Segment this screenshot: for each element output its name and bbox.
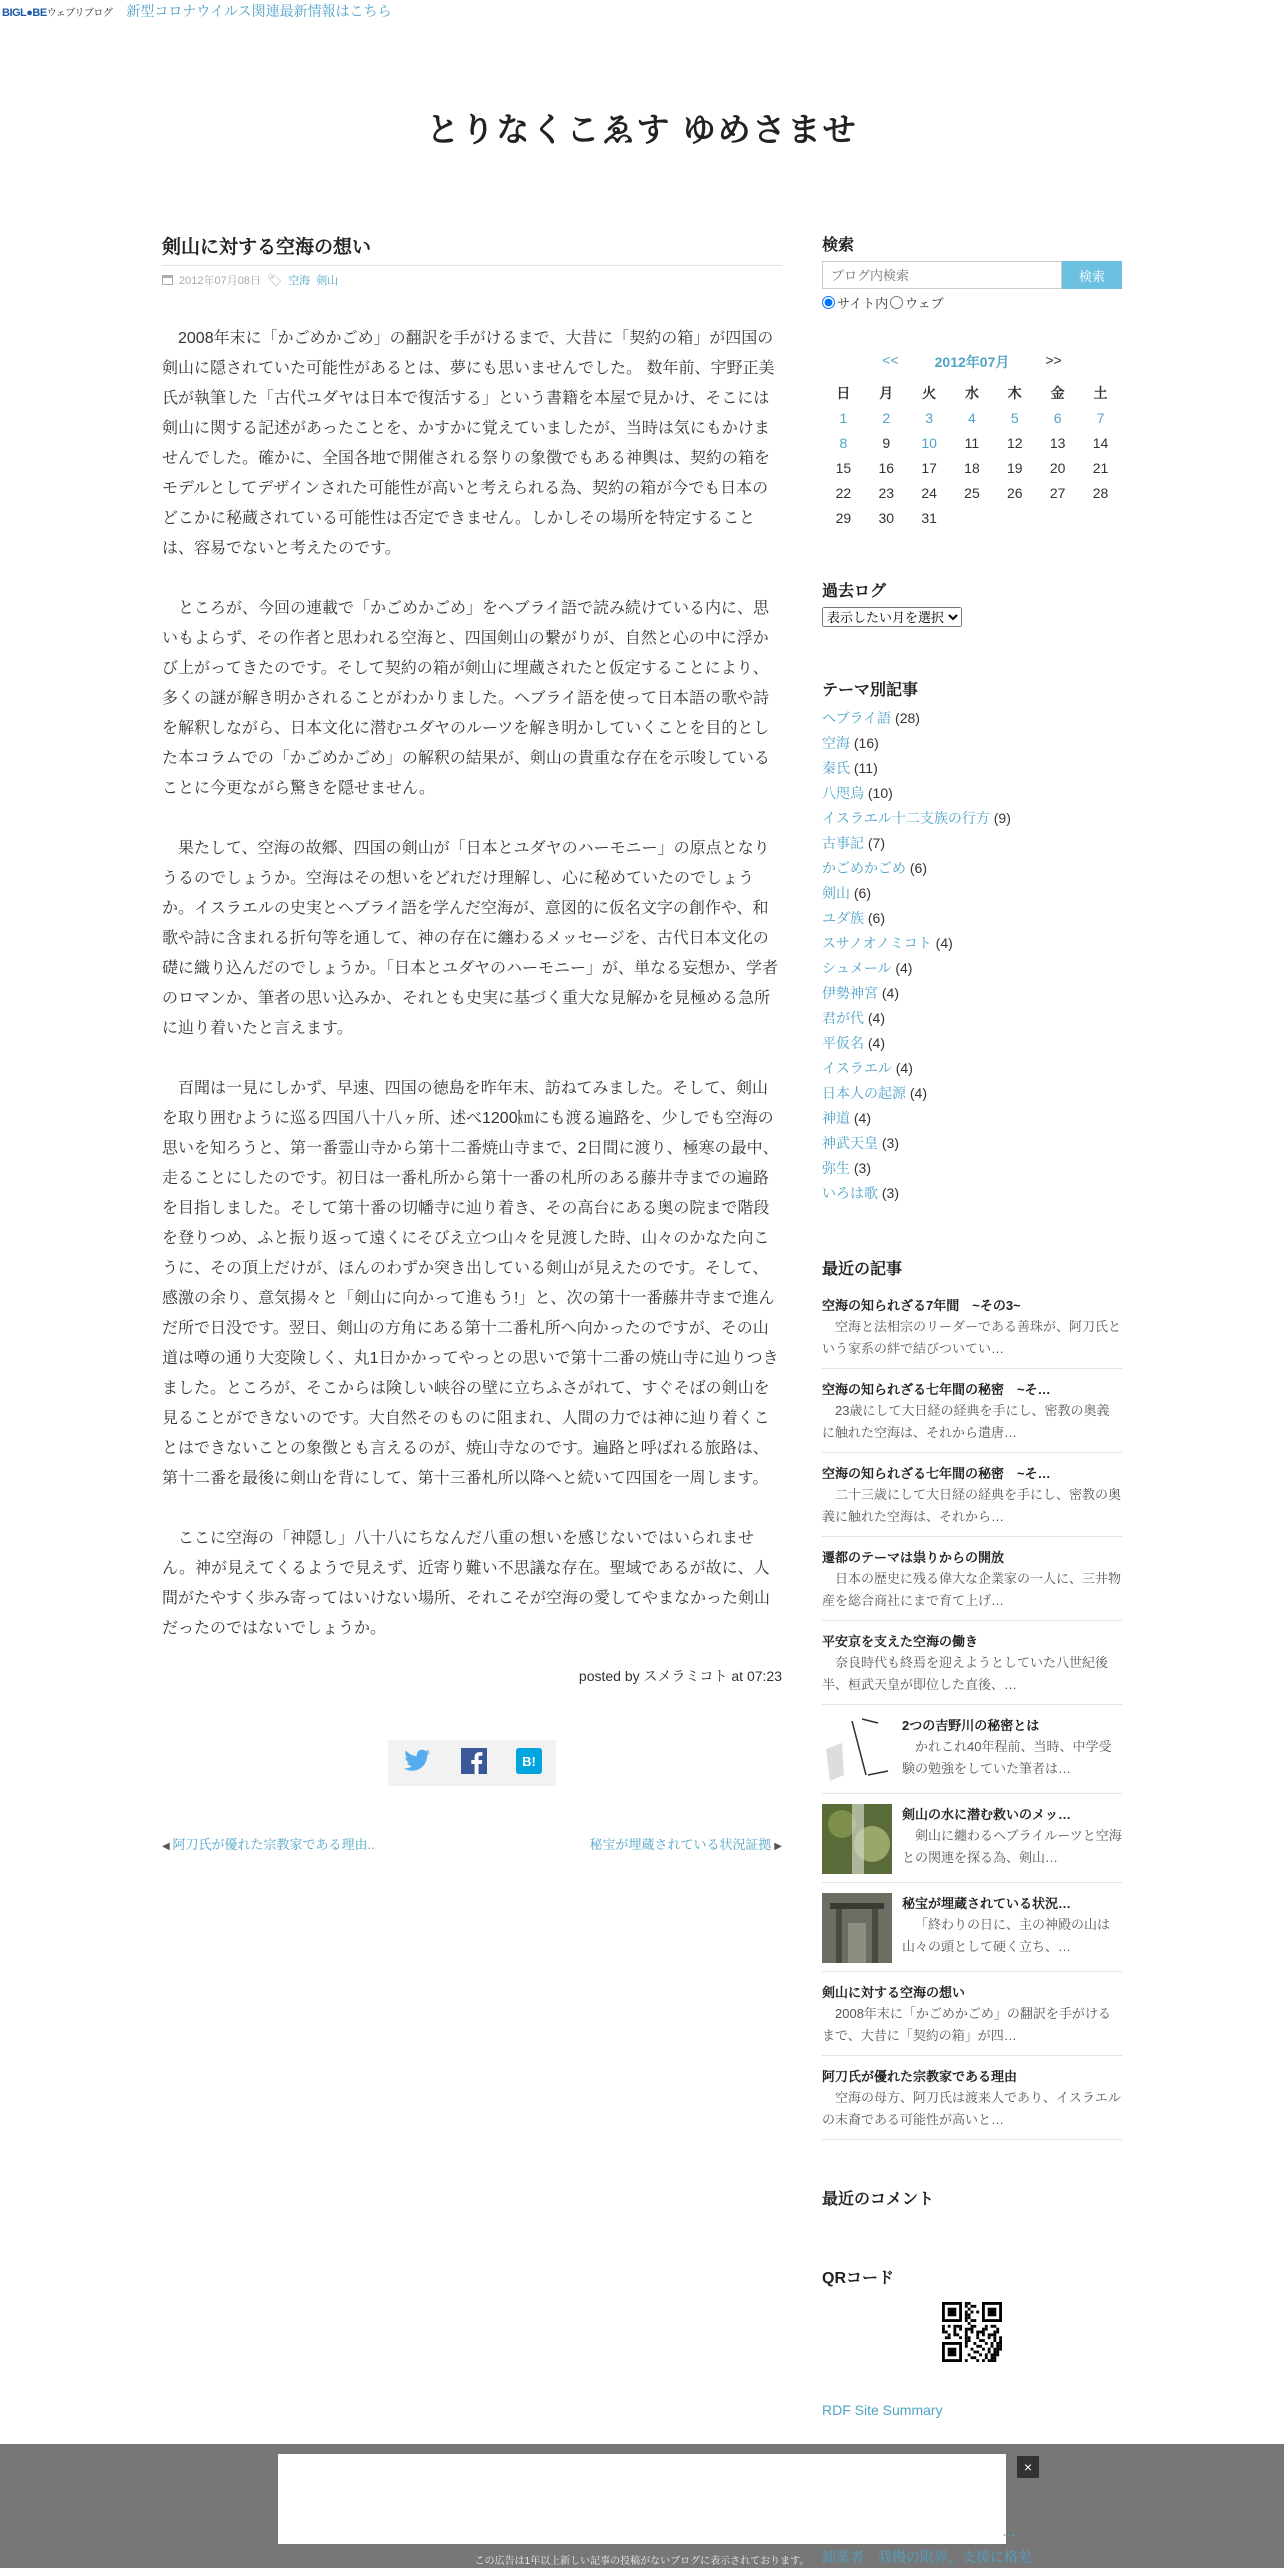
calendar-day[interactable]: 6 xyxy=(1053,409,1062,426)
theme-item xyxy=(822,956,1122,981)
theme-link[interactable]: イスラエル xyxy=(822,1060,892,1076)
post-date: 2012年07月08日 xyxy=(179,275,261,287)
theme-link[interactable]: 日本人の起源 xyxy=(822,1085,906,1101)
svg-text:B!: B! xyxy=(521,1753,536,1769)
weekday-label: 月 xyxy=(879,384,894,401)
calendar-day xyxy=(1079,505,1122,530)
calendar-prev-link[interactable]: << xyxy=(882,352,899,368)
calendar-day[interactable]: 4 xyxy=(968,409,976,426)
recent-posts xyxy=(822,1256,1122,2140)
theme-item xyxy=(822,831,1122,856)
qr-code xyxy=(942,2302,1002,2362)
calendar-day xyxy=(1036,505,1079,530)
ad-close-button[interactable]: × xyxy=(1017,2456,1039,2478)
calendar-day: 15 xyxy=(835,459,852,476)
search-title: 検索 xyxy=(822,237,855,254)
theme-count: (4) xyxy=(864,1035,885,1051)
theme-item xyxy=(822,1106,1122,1131)
theme-item xyxy=(822,906,1122,931)
calendar-day: 16 xyxy=(878,459,895,476)
theme-count: (6) xyxy=(864,910,885,926)
calendar-day: 31 xyxy=(921,509,937,526)
recent-post-item[interactable] xyxy=(822,1705,1122,1794)
qr-title: QRコード xyxy=(822,2270,895,2287)
post-body xyxy=(162,324,782,1644)
theme-count: (11) xyxy=(850,760,878,776)
ad-note: この広告は1年以上新しい記事の投稿がないブログに表示されております。 xyxy=(474,2556,810,2567)
sidebar xyxy=(822,232,1122,2362)
theme-count: (9) xyxy=(989,810,1011,826)
rdf-link[interactable]: RDF Site Summary xyxy=(822,2402,943,2418)
recent-post-item[interactable] xyxy=(822,2056,1122,2140)
recent-post-excerpt: 奈良時代も終焉を迎えようとしていた八世紀後半、桓武天皇が即位した直後、… xyxy=(822,1655,1109,1692)
calendar-week xyxy=(822,480,1122,505)
tag-icon: 🏷 xyxy=(266,273,283,287)
theme-item xyxy=(822,1031,1122,1056)
twitter-icon[interactable] xyxy=(402,1748,432,1779)
theme-link[interactable]: 弥生 xyxy=(822,1160,850,1176)
ad-overlay xyxy=(0,2444,1284,2568)
theme-link[interactable]: 八咫烏 xyxy=(822,785,864,801)
calendar-day[interactable]: 2 xyxy=(882,409,891,426)
recent-post-item[interactable] xyxy=(822,1972,1122,2056)
theme-item xyxy=(822,756,1122,781)
search-button[interactable]: 検索 xyxy=(1062,261,1122,289)
post-navigation xyxy=(162,1834,782,1853)
calendar-day[interactable]: 8 xyxy=(839,434,848,451)
share-bar xyxy=(388,1740,556,1786)
calendar-day[interactable]: 5 xyxy=(1010,409,1019,426)
post-tag[interactable]: 空海 xyxy=(288,275,311,287)
theme-link[interactable]: イスラエル十二支族の行方 xyxy=(822,810,990,826)
top-bar xyxy=(0,0,1284,22)
main-content xyxy=(162,232,782,1853)
theme-count: (4) xyxy=(891,960,913,976)
theme-item xyxy=(822,781,1122,806)
theme-count: (4) xyxy=(891,1060,913,1076)
recent-post-item[interactable] xyxy=(822,1453,1122,1537)
weekday-label: 木 xyxy=(1007,384,1022,401)
theme-item xyxy=(822,731,1122,756)
theme-count: (6) xyxy=(906,860,927,876)
post-tag[interactable]: 剣山 xyxy=(316,275,339,287)
calendar-week xyxy=(822,430,1122,455)
facebook-icon[interactable] xyxy=(461,1748,487,1779)
calendar-day: 17 xyxy=(921,459,937,476)
calendar-day: 19 xyxy=(1007,459,1023,476)
recent-post-item[interactable] xyxy=(822,1369,1122,1453)
theme-item xyxy=(822,1156,1122,1181)
theme-count: (4) xyxy=(864,1010,885,1026)
recent-post-thumbnail[interactable] xyxy=(822,1715,892,1785)
theme-section xyxy=(822,677,1122,1206)
theme-link[interactable]: 秦氏 xyxy=(822,760,850,776)
search-form xyxy=(822,261,1122,289)
theme-count: (6) xyxy=(850,885,871,901)
theme-item xyxy=(822,806,1122,831)
recent-post-title[interactable]: 剣山に対する空海の想い xyxy=(822,1985,966,2000)
theme-link[interactable]: 剣山 xyxy=(822,885,850,901)
paragraph: 果たして、空海の故郷、四国の剣山が「日本とユダヤのハーモニー」の原点となりうるのでしょうか。空海はその想いをどれだけ理解し、心に秘めていたのでしょうか。イスラエルの史実とヘブライ語を学んだ空海が、意図的に仮名文字の創作や、和歌や詩に含まれる折句等を通して、神の存在に纏わるメッセージを、古代日本文化の礎に織り込んだのでしょうか。「日本とユダヤのハーモニー」が、単なる妄想か、学者のロマンか、筆者の思い込みか、それとも史実に基づく重大な見解かを見極める急所に辿り着いたと言えます。 xyxy=(162,840,779,1037)
calendar-day: 29 xyxy=(835,509,852,526)
theme-count: (3) xyxy=(878,1135,899,1151)
theme-count: (4) xyxy=(931,935,953,951)
calendar-day xyxy=(993,505,1036,530)
recent-post-item[interactable] xyxy=(822,1285,1122,1369)
recent-post-title[interactable]: 空海の知られざる七年間の秘密 ~そ… xyxy=(822,1382,1051,1397)
recent-post-item[interactable] xyxy=(822,1883,1122,1972)
theme-link[interactable]: 神道 xyxy=(822,1110,850,1126)
archive-title: 過去ログ xyxy=(822,583,887,600)
theme-count: (3) xyxy=(850,1160,871,1176)
search-input[interactable] xyxy=(822,261,1062,289)
paragraph: 百聞は一見にしかず、早速、四国の徳島を昨年末、訪ねてみました。そして、剣山を取り囲むように巡る四国八十八ヶ所、述べ1200㎞にも渡る遍路を、少しでも空海の思いを知ろうと、第一番霊山寺から第十二番焼山寺まで、2日間に渡り、極寒の最中、走ることにしたのです。初日は一番札所から第十一番の札所のある藤井寺までの遍路を目指しました。そして第十番の切幡寺に辿り着き、その高台にある奥の院まで階段を登りつめ、ふと振り返って遠くにそびえ立つ山々を見渡した時、山々のかなた向こうに、その頂上だけが、ほんのわずか突き出している剣山が見えたのです。そして、感激の余り、意気揚々と「剣山に向かって進もう!」と、次の第十一番藤井寺まで進んだ所で日没です。翌日、剣山の方角にある第十二番札所へ向かったのですが、その山道は噂の通り大変険しく、丸1日かかってやっとの思いで第十二番の焼山寺に辿りつきました。ところが、そこからは険しい峡谷の壁に立ちふさがれて、すぐそばの剣山を見ることができないのです。大自然そのものに阻まれ、人間の力では神に辿り着くことはできないことの象徴とも言えるのが、焼山寺なのです。遍路と呼ばれる旅路は、第十二番を最後に剣山を背にして、第十三番札所以降へと続いて四国を一周します。 xyxy=(162,1080,779,1487)
recent-post-item[interactable] xyxy=(822,1621,1122,1705)
recent-post-title[interactable]: 平安京を支えた空海の働き xyxy=(822,1634,979,1649)
recent-post-title[interactable]: 剣山の水に潜む救いのメッ… xyxy=(902,1807,1072,1822)
posted-by: posted by スメラミコト at 07:23 xyxy=(578,1668,782,1684)
weekday-label: 金 xyxy=(1050,384,1065,401)
theme-count: (4) xyxy=(878,985,899,1001)
calendar-day: 21 xyxy=(1092,459,1109,476)
theme-count: (28) xyxy=(891,710,920,726)
calendar-week xyxy=(822,505,1122,530)
recent-post-excerpt: 剣山に纏わるヘブライルーツと空海との関連を探る為、剣山… xyxy=(902,1828,1122,1865)
ad-link[interactable]: … xyxy=(1002,2523,1016,2539)
paragraph: ところが、今回の連載で「かごめかごめ」をヘブライ語で読み続けている内に、思いもよらず、その作者と思われる空海と、四国剣山の繋がりが、自然と心の中に浮かび上がってきたのです。そして契約の箱が剣山に埋蔵されたと仮定することにより、多くの謎が解き明かされることがわかりました。ヘブライ語を使って日本語の歌や詩を解釈しながら、日本文化に潜むユダヤのルーツを解き明かしていくことを目的とした本コラムでの「かごめかごめ」の解釈の結果が、剣山の貴重な存在を示唆していることに今更ながら驚きを隠せません。 xyxy=(162,600,770,797)
weekday-label: 土 xyxy=(1093,384,1108,401)
theme-link[interactable]: 君が代 xyxy=(822,1010,864,1026)
scope-web-label: ウェブ xyxy=(905,296,944,311)
theme-link[interactable]: 神武天皇 xyxy=(822,1135,878,1151)
ad-link[interactable]: 卸業者 我慢の限界，支援に格差 xyxy=(822,2549,1032,2565)
scope-web-radio[interactable] xyxy=(890,296,903,309)
calendar-day: 25 xyxy=(964,484,980,501)
calendar-week xyxy=(822,405,1122,430)
paragraph: ここに空海の「神隠し」八十八にちなんだ八重の想いを感じないではいられません。神が見えてくるようで見えず、近寄り難い不思議な存在。聖域であるが故に、人間がたやすく歩み寄ってはいけない場所、それこそが空海の愛してやまなかった剣山だったのではないでしょうか。 xyxy=(162,1530,771,1637)
theme-count: (4) xyxy=(906,1085,927,1101)
calendar-day[interactable]: 7 xyxy=(1096,409,1105,426)
theme-link[interactable]: ユダ族 xyxy=(822,910,864,926)
theme-link[interactable]: 平仮名 xyxy=(822,1035,864,1051)
recent-post-title[interactable]: 空海の知られざる七年間の秘密 ~そ… xyxy=(822,1466,1051,1481)
calendar-day: 24 xyxy=(921,484,937,501)
recent-post-thumbnail[interactable] xyxy=(822,1893,892,1963)
theme-count: (3) xyxy=(878,1185,899,1201)
calendar-day: 13 xyxy=(1049,434,1066,451)
biglobe-logo[interactable]: BIGL●BEウェブリブログ xyxy=(2,6,113,19)
recent-post-excerpt: 二十三歳にして大日経の経典を手にし、密教の奥義に触れた空海は、それから… xyxy=(822,1487,1122,1524)
comments-title: 最近のコメント xyxy=(822,2191,935,2208)
recent-post-excerpt: 「終わりの日に、主の神殿の山は山々の頭として硬く立ち、… xyxy=(902,1917,1111,1954)
recent-post-title[interactable]: 遷都のテーマは祟りからの開放 xyxy=(822,1550,1005,1565)
scope-site-label: サイト内 xyxy=(837,296,889,311)
theme-link[interactable]: いろは歌 xyxy=(822,1185,878,1201)
theme-count: (4) xyxy=(850,1110,871,1126)
prev-post-link[interactable]: ◀ 阿刀氏が優れた宗教家である理由.. xyxy=(162,1837,375,1852)
theme-link[interactable]: 伊勢神宮 xyxy=(822,985,878,1001)
search-scope xyxy=(822,293,1122,312)
calendar-day: 11 xyxy=(964,434,980,451)
recent-post-item[interactable] xyxy=(822,1537,1122,1621)
calendar-icon xyxy=(162,275,173,285)
theme-link[interactable]: スサノオノミコト xyxy=(822,935,932,951)
calendar-day: 26 xyxy=(1007,484,1023,501)
theme-item xyxy=(822,706,1122,731)
calendar-day: 9 xyxy=(882,434,891,451)
calendar-day: 23 xyxy=(878,484,895,501)
recent-title: 最近の記事 xyxy=(822,1261,903,1278)
post-title[interactable]: 剣山に対する空海の想い xyxy=(162,232,782,266)
theme-link[interactable]: かごめかごめ xyxy=(822,860,906,876)
recent-post-title[interactable]: 2つの吉野川の秘密とは xyxy=(902,1718,1040,1733)
weekday-label: 水 xyxy=(964,384,979,401)
calendar-day: 18 xyxy=(964,459,980,476)
theme-item xyxy=(822,1056,1122,1081)
chevron-left-icon: ◀ xyxy=(162,1841,173,1852)
recent-post-excerpt: 空海と法相宗のリーダーである善珠が、阿刀氏という家系の絆で結びついてい… xyxy=(822,1319,1122,1356)
recent-post-title[interactable]: 秘宝が埋蔵されている状況… xyxy=(902,1896,1072,1911)
calendar-day: 28 xyxy=(1092,484,1109,501)
weekday-label: 火 xyxy=(922,384,937,401)
calendar-day: 12 xyxy=(1007,434,1023,451)
hatena-bookmark-icon[interactable] xyxy=(516,1748,542,1779)
theme-item xyxy=(822,931,1122,956)
recent-post-title[interactable]: 空海の知られざる7年間 ~その3~ xyxy=(822,1298,1021,1313)
calendar-day[interactable]: 1 xyxy=(839,409,848,426)
weekday-label: 日 xyxy=(836,384,851,401)
theme-list xyxy=(822,706,1122,1206)
paragraph: 2008年末に「かごめかごめ」の翻訳を手がけるまで、大昔に「契約の箱」が四国の剣山に隠されていた可能性があるとは、夢にも思いませんでした。 数年前、宇野正美氏が執筆した「古代ユダヤは日本で復活する」という書籍を本屋で見かけ、そこには剣山に関する記述があったことを、かすかに覚えていましたが、当時は気にもかけませんでした。確かに、全国各地で開催される祭りの象徴でもある神輿は、契約の箱をモデルとしてデザインされた可能性が高いと考えられる為、契約の箱が今でも日本のどこかに秘蔵されている可能性は否定できません。しかしその場所を特定することは、容易でないと考えたのです。 xyxy=(162,330,775,557)
recent-post-excerpt: 空海の母方、阿刀氏は渡来人であり、イスラエルの末裔である可能性が高いと… xyxy=(822,2090,1121,2127)
theme-item xyxy=(822,1131,1122,1156)
covid-notice-link[interactable]: 新型コロナウイルス関連最新情報はこちら xyxy=(126,3,392,19)
theme-item xyxy=(822,1006,1122,1031)
scope-site-radio[interactable] xyxy=(822,296,835,309)
theme-item xyxy=(822,1081,1122,1106)
calendar-day[interactable]: 10 xyxy=(921,434,937,451)
recent-post-item[interactable] xyxy=(822,1794,1122,1883)
blog-title[interactable]: とりなくこゑす ゆめさませ xyxy=(426,111,858,148)
calendar-day: 30 xyxy=(878,509,895,526)
calendar-week xyxy=(822,455,1122,480)
archive-section xyxy=(822,578,1122,627)
archive-select[interactable] xyxy=(822,607,962,627)
recent-post-excerpt: かれこれ40年程前、当時、中学受験の勉強をしていた筆者は… xyxy=(902,1739,1112,1776)
calendar-day[interactable]: 3 xyxy=(925,409,933,426)
next-post-link[interactable]: 秘宝が埋蔵されている状況証拠 ▶ xyxy=(589,1837,782,1852)
post-meta xyxy=(162,272,782,288)
qr-section xyxy=(822,2265,1122,2362)
theme-link[interactable]: 古事記 xyxy=(822,835,864,851)
calendar-day: 14 xyxy=(1092,434,1109,451)
theme-link[interactable]: シュメール xyxy=(822,960,892,976)
theme-title: テーマ別記事 xyxy=(822,682,919,699)
theme-link[interactable]: ヘブライ語 xyxy=(822,710,892,726)
recent-comments xyxy=(822,2186,1122,2209)
recent-post-excerpt: 2008年末に「かごめかごめ」の翻訳を手がけるまで、大昔に「契約の箱」が四… xyxy=(822,2006,1111,2043)
recent-post-excerpt: 23歳にして大日経の経典を手にし、密教の奥義に触れた空海は、それから遣唐… xyxy=(822,1403,1110,1440)
calendar-grid xyxy=(822,380,1122,530)
chevron-right-icon: ▶ xyxy=(771,1841,782,1852)
calendar-month[interactable]: 2012年07月 xyxy=(934,354,1010,370)
recent-post-thumbnail[interactable] xyxy=(822,1804,892,1874)
theme-link[interactable]: 空海 xyxy=(822,735,850,751)
calendar-weekdays xyxy=(822,380,1122,405)
theme-count: (16) xyxy=(850,735,879,751)
calendar-day: 22 xyxy=(835,484,852,501)
calendar-next[interactable]: >> xyxy=(1045,352,1062,368)
recent-post-title[interactable]: 阿刀氏が優れた宗教家である理由 xyxy=(822,2069,1018,2084)
theme-item xyxy=(822,1181,1122,1206)
recent-post-excerpt: 日本の歴史に残る偉大な企業家の一人に、三井物産を総合商社にまで育て上げ… xyxy=(822,1571,1122,1608)
theme-count: (7) xyxy=(864,835,885,851)
calendar-day xyxy=(951,505,994,530)
theme-item xyxy=(822,981,1122,1006)
calendar xyxy=(822,352,1122,530)
theme-count: (10) xyxy=(864,785,893,801)
calendar-day: 27 xyxy=(1049,484,1066,501)
theme-item xyxy=(822,881,1122,906)
theme-item xyxy=(822,856,1122,881)
calendar-day: 20 xyxy=(1049,459,1066,476)
